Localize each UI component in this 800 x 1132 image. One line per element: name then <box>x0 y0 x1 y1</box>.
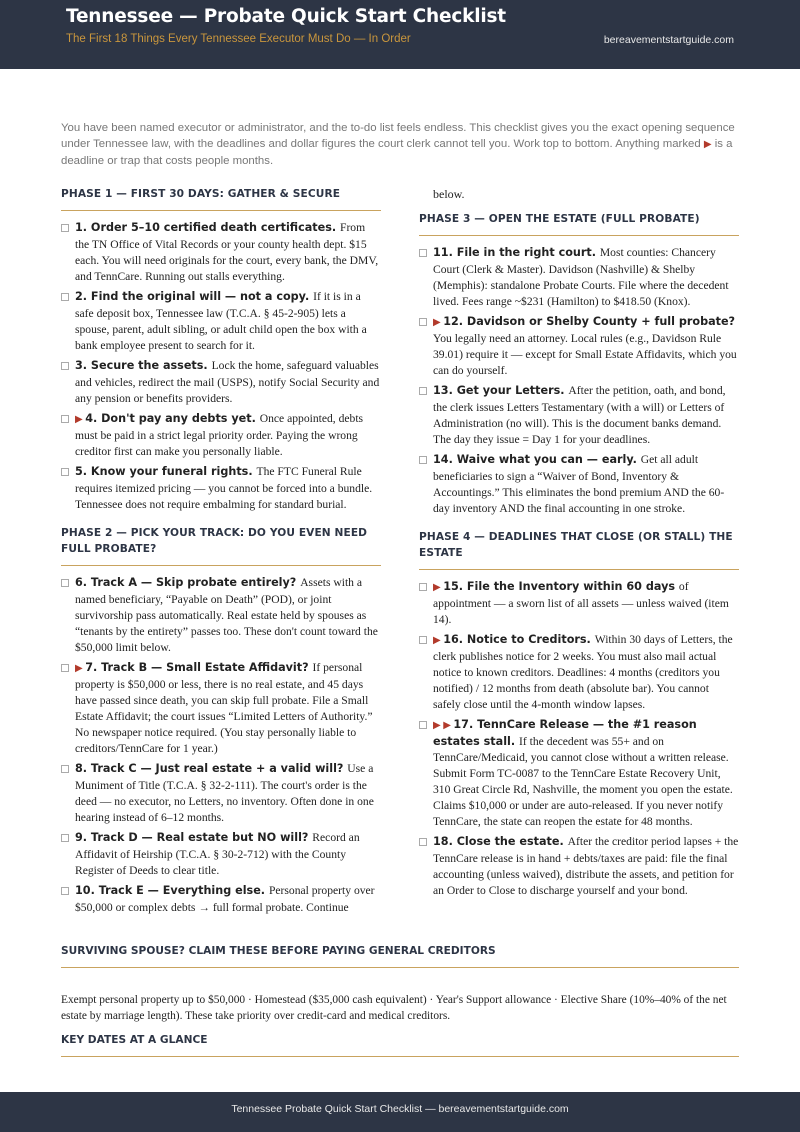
intro-text: You have been named executor or administrator, and the to-do list feels endless. This checklist gives you the exact opening sequence under Tennessee law, with the deadlines and dollar figures the court clerk cannot tell you. Work top to bottom. Anything marked <box>61 122 735 150</box>
page-footer <box>0 1092 800 1132</box>
page-header <box>0 0 800 69</box>
item-desc: Use a Muniment of Title (T.C.A. § 32-2-111). The court's order is the deed — no executor, no Letters, no inventory. Often done in one hearing instead of 6–12 months. <box>75 762 374 824</box>
checkbox-icon[interactable] <box>61 887 69 895</box>
item-lead: 13. Get your Letters. <box>433 384 569 397</box>
item-lead: 7. Track B — Small Estate Affidavit? <box>85 661 313 674</box>
page-subtitle: The First 18 Things Every Tennessee Executor Must Do — In Order <box>66 33 411 45</box>
checklist-item[interactable] <box>419 834 739 899</box>
continuation-text: below. <box>433 187 465 201</box>
item-desc: of appointment — a sworn list of all assets — unless waived (item 14). <box>433 580 729 626</box>
checklist-item[interactable] <box>61 411 381 460</box>
checklist-item[interactable] <box>61 358 381 407</box>
item-desc: Most counties: Chancery Court (Clerk & Master). Davidson (Nashville) & Shelby (Memphis): standalone Probate Courts. File where the decedent lived. Fees range ~$231 (Hamilton) to $418.50 (Knox). <box>433 246 729 308</box>
item-desc: If personal property is $50,000 or less, there is no real estate, and 45 days have passed since death, you can skip full probate. File a Small Estate Affidavit; the court issues “Limited Letters of Authority.” No newspaper notice required. (You stay personally liable to creditors/TennCare for 1 year.) <box>75 661 373 755</box>
checkbox-icon[interactable] <box>419 636 427 644</box>
right-column <box>419 186 739 903</box>
item-desc: Get all adult beneficiaries to sign a “Waiver of Bond, Inventory & Accountings.” This eliminates the bond premium AND the 60-day inventory AND the final accounting in one stroke. <box>433 453 725 515</box>
deadline-marker-icon: ▶ ▶ <box>433 720 454 731</box>
checkbox-icon[interactable] <box>419 721 427 729</box>
item-desc: From the TN Office of Vital Records or your county health dept. $15 each. You will need originals for the court, every bank, the DMV, and TennCare. Running out stalls everything. <box>75 221 379 283</box>
checkbox-icon[interactable] <box>61 579 69 587</box>
item-lead: 2. Find the original will — not a copy. <box>75 290 314 303</box>
item-desc: If it is in a safe deposit box, Tennessee law (T.C.A. § 45-2-905) lets a spouse, parent, adult sibling, or adult child open the box with a bank employee present to search for it. <box>75 290 367 352</box>
checklist-item[interactable] <box>61 220 381 285</box>
phase-heading: PHASE 3 — OPEN THE ESTATE (FULL PROBATE) <box>419 211 739 236</box>
site-name[interactable]: bereavementstartguide.com <box>603 34 734 46</box>
item-lead: 10. Track E — Everything else. <box>75 884 269 897</box>
checklist-item[interactable] <box>61 761 381 826</box>
item-lead: 18. Close the estate. <box>433 835 568 848</box>
item-lead: 17. TennCare Release — the #1 reason estates stall. <box>433 718 697 748</box>
item-desc: Once appointed, debts must be paid in a strict legal priority order. Paying the wrong creditor first can make you personally liable. <box>75 412 364 458</box>
checklist-item[interactable] <box>61 883 381 916</box>
checkbox-icon[interactable] <box>419 583 427 591</box>
checklist-item[interactable] <box>61 830 381 879</box>
checkbox-icon[interactable] <box>61 415 69 423</box>
item-desc: After the creditor period lapses + the TennCare release is in hand + debts/taxes are paid: file the final accounting (unless waived), distribute the assets, and petition for an Order to Close to discharge yourself and your bond. <box>433 835 739 897</box>
item-desc: You legally need an attorney. Local rules (e.g., Davidson Rule 39.01) require it — except for Small Estate Affidavits, which you can do yourself. <box>433 332 737 377</box>
phase-heading: PHASE 1 — FIRST 30 DAYS: GATHER & SECURE <box>61 186 381 211</box>
phase-heading: PHASE 4 — DEADLINES THAT CLOSE (OR STALL) THE ESTATE <box>419 529 739 570</box>
checklist-item[interactable] <box>419 314 739 379</box>
item-lead: 4. Don't pay any debts yet. <box>85 412 260 425</box>
item-lead: 8. Track C — Just real estate + a valid will? <box>75 762 348 775</box>
item-lead: 14. Waive what you can — early. <box>433 453 641 466</box>
item-desc: Within 30 days of Letters, the clerk publishes notice for 2 weeks. You must also mail actual notice to known creditors. Deadlines: 4 months (creditors you notified) / 12 months from death (absolute bar). You cannot safely close until the 4-month window lapses. <box>433 633 733 711</box>
checkbox-icon[interactable] <box>61 362 69 370</box>
checklist-item[interactable] <box>419 452 739 517</box>
checklist-item[interactable] <box>419 245 739 310</box>
item-lead: 9. Track D — Real estate but NO will? <box>75 831 313 844</box>
item-desc: Personal property over $50,000 or complex debts → full formal probate. Continue <box>75 884 375 914</box>
checklist-item[interactable] <box>61 289 381 354</box>
item-lead: 16. Notice to Creditors. <box>443 633 595 646</box>
checkbox-icon[interactable] <box>419 456 427 464</box>
item-lead: 12. Davidson or Shelby County + full probate? <box>443 315 736 328</box>
checklist-item[interactable] <box>61 575 381 656</box>
checklist-item[interactable] <box>419 717 739 830</box>
item-lead: 11. File in the right court. <box>433 246 600 259</box>
checklist-item[interactable] <box>419 579 739 628</box>
item-desc: Record an Affidavit of Heirship (T.C.A. § 30-2-712) with the County Register of Deeds to clear title. <box>75 831 360 877</box>
checklist-item[interactable] <box>419 632 739 713</box>
phase-heading: PHASE 2 — PICK YOUR TRACK: DO YOU EVEN NEED FULL PROBATE? <box>61 525 381 566</box>
intro-paragraph <box>61 120 739 169</box>
item-desc: After the petition, oath, and bond, the clerk issues Letters Testamentary (with a will) or Letters of Administration (no will). This is the document banks demand. The day they issue = Day 1 for your deadlines. <box>433 384 726 446</box>
item-lead: 3. Secure the assets. <box>75 359 212 372</box>
intro-text-after: is a deadline or trap that costs people months. <box>61 138 733 167</box>
checkbox-icon[interactable] <box>61 765 69 773</box>
deadline-marker-icon: ▶ <box>433 582 444 593</box>
left-column <box>61 186 381 920</box>
deadline-marker-icon: ▶ <box>75 663 86 674</box>
spouse-claims-text: Exempt personal property up to $50,000 · Homestead ($35,000 cash equivalent) · Year's Support allowance · Elective Share (10%–40% of the net estate by marriage length). These take priority over credit-card and medical creditors. <box>61 994 727 1022</box>
item-desc: If the decedent was 55+ and on TennCare/Medicaid, you cannot close without a written release. Submit Form TC-0087 to the TennCare Estate Recovery Unit, 310 Great Circle Rd, Nashville, the moment you open the estate. Claims $10,000 or under are auto-released. If you never notify TennCare, the state can reopen the estate for 48 months. <box>433 735 733 828</box>
item-desc: The FTC Funeral Rule requires itemized pricing — you cannot be forced into a bundle. Tennessee does not require embalming for standard burial. <box>75 465 373 511</box>
checkbox-icon[interactable] <box>419 387 427 395</box>
key-dates-heading: KEY DATES AT A GLANCE <box>61 1032 739 1057</box>
item-desc: Lock the home, safeguard valuables and vehicles, redirect the mail (USPS), notify Social Security and any pension or benefits providers. <box>75 359 380 405</box>
item-lead: 6. Track A — Skip probate entirely? <box>75 576 301 589</box>
item-lead: 15. File the Inventory within 60 days <box>443 580 679 593</box>
checkbox-icon[interactable] <box>61 468 69 476</box>
checkbox-icon[interactable] <box>61 293 69 301</box>
checklist-item[interactable] <box>61 464 381 513</box>
checkbox-icon[interactable] <box>61 834 69 842</box>
checkbox-icon[interactable] <box>61 664 69 672</box>
checkbox-icon[interactable] <box>419 318 427 326</box>
footer-text: Tennessee Probate Quick Start Checklist — bereavementstartguide.com <box>231 1103 569 1115</box>
checkbox-icon[interactable] <box>419 838 427 846</box>
checklist-item[interactable] <box>419 383 739 448</box>
spouse-heading: SURVIVING SPOUSE? CLAIM THESE BEFORE PAYING GENERAL CREDITORS <box>61 943 739 968</box>
item-lead: 5. Know your funeral rights. <box>75 465 257 478</box>
item-desc: Assets with a named beneficiary, “Payable on Death” (POD), or joint survivorship pass automatically. Real estate held by spouses as “tenants by the entirety” passes too. These don't count toward the $50,000 limit below. <box>75 576 378 654</box>
page-title: Tennessee — Probate Quick Start Checklist <box>66 6 506 27</box>
deadline-marker-icon: ▶ <box>433 317 444 328</box>
deadline-marker-icon: ▶ <box>75 414 86 425</box>
checkbox-icon[interactable] <box>61 224 69 232</box>
item-lead: 1. Order 5–10 certified death certificates. <box>75 221 340 234</box>
deadline-marker-icon: ▶ <box>433 635 444 646</box>
deadline-marker-icon: ▶ <box>703 139 712 150</box>
checkbox-icon[interactable] <box>419 249 427 257</box>
checklist-item[interactable] <box>61 660 381 757</box>
